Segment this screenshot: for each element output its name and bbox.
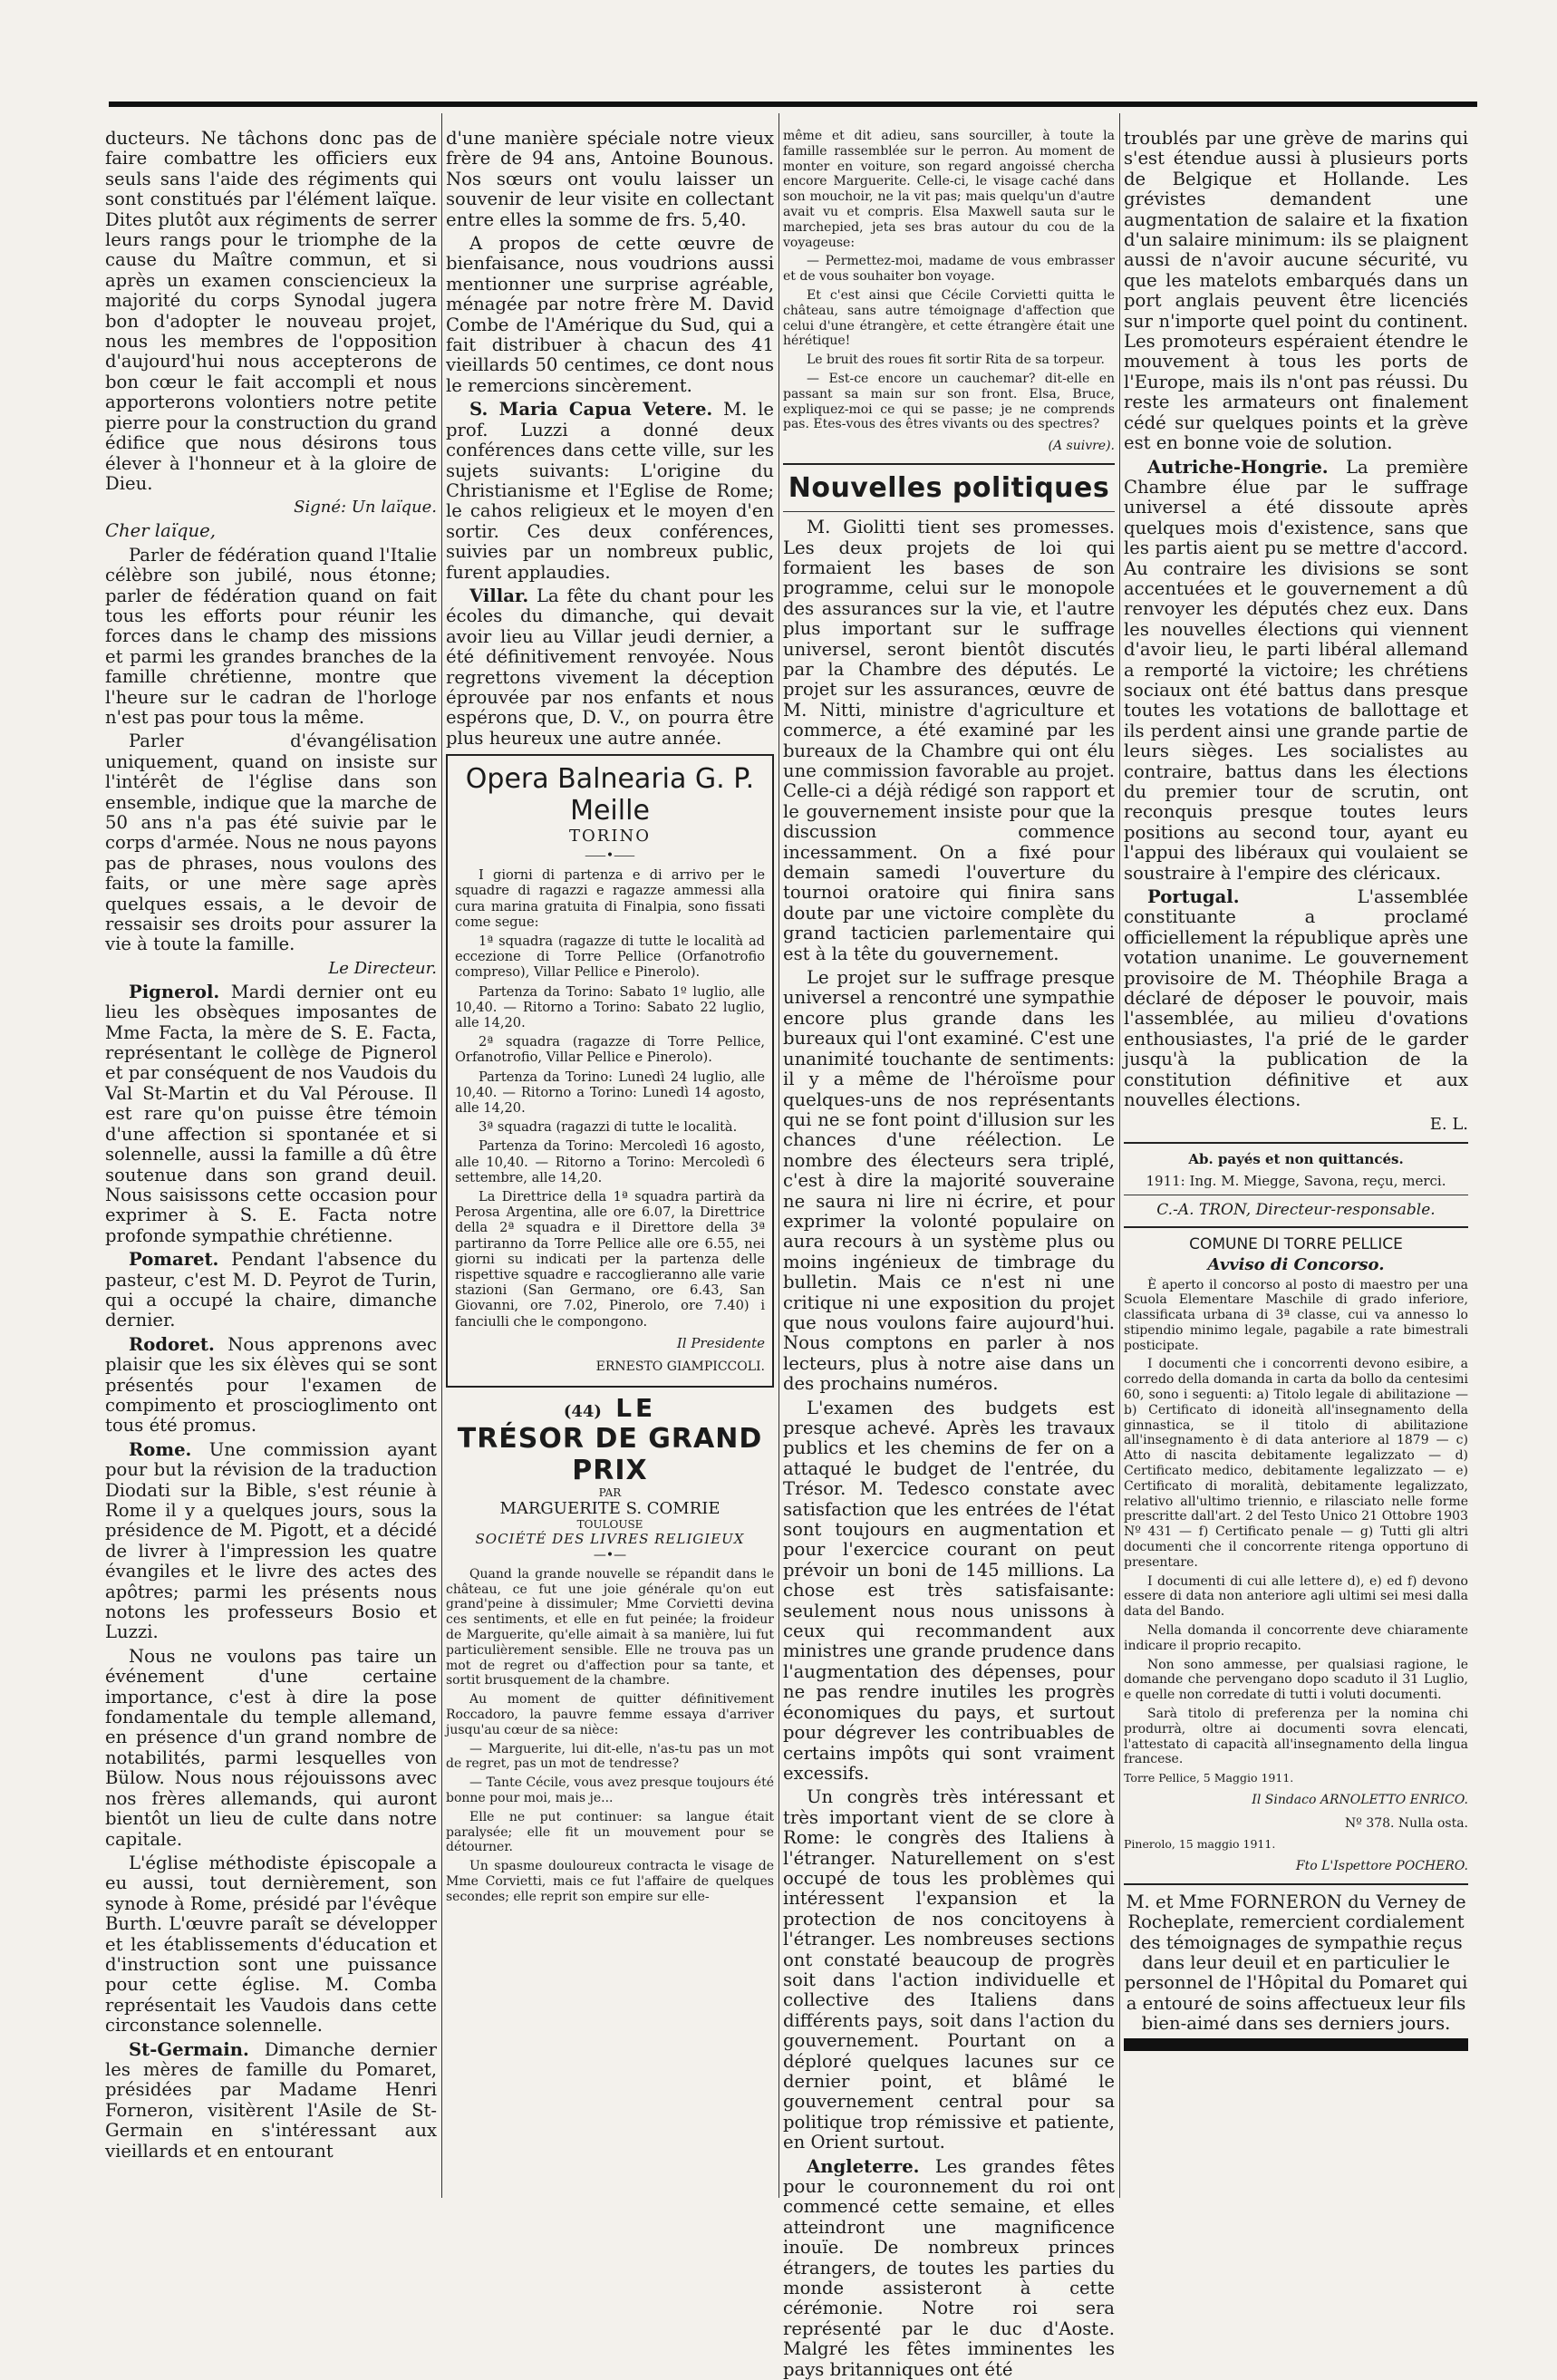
news-item <box>1124 458 1468 885</box>
paragraph: L'église méthodiste épiscopale a eu aussi, tout dernièrement, son synode à Rome, présidé par l'évêque Burth. L'œuvre paraît se développer et les établissements d'éducation et d'instruction sont une puissance pour cette église. M. Comba représentait les Vaudois dans cette circonstance solennelle. <box>105 1852 437 2037</box>
paragraph: Non sono ammesse, per qualsiasi ragione, le domande che pervengano dopo scaduto il 31 Luglio, e quelle non corredate di tutti i voluti documenti. <box>1124 1657 1468 1703</box>
date-line: Torre Pellice, 5 Maggio 1911. <box>1124 1771 1294 1785</box>
paragraph: Nous ne voulons pas taire un événement d'une certaine importance, c'est à dire la pose fondamentale du temple allemand, en présence d'un grand nombre de notabilités, parmi lesquelles von Bülow. Nous nous réjouissons avec nos frères allemands, qui auront bientôt un lieu de culte dans notre capitale. <box>105 1645 437 1850</box>
news-text: Mardi dernier ont eu lieu les obsèques imposantes de Mme Facta, la mère de S. E. Facta, représentant le collège de Pignerol et par conséquent de nos Vaudois du Val St-Martin et du Val Pérouse. Il est rare qu'on puisse être témoin d'une affection si spontanée et si solennelle, aussi la famille a dû être soutenue dans son grand deuil. Nous saisissons cette occasion pour exprimer à S. E. Facta notre profonde sympathie chrétienne. <box>105 981 437 1246</box>
paragraph: — Marguerite, lui dit-elle, n'as-tu pas un mot de regret, pas un mot de tendresse? <box>446 1741 774 1772</box>
paragraph: troublés par une grève de marins qui s'est étendue aussi à plusieurs ports de Belgique et Hollande. Les grévistes demandent une augmentation de salaire et la fixation d'un salaire minimum: ils se plaignent aussi de n'avoir aucune sécurité, vu que les matelots embarqués dans un port anglais peuvent être licenciés sur n'importe quel point du continent. Les promoteurs espéraient étendre le mouvement à tous les ports de l'Europe, mais ils n'ont pas réussi. Du reste les armateurs ont finalement cédé sur quelques points et la grève est en bonne voie de solution. <box>1124 128 1468 454</box>
place-heading: Rome. <box>129 1438 192 1460</box>
divider <box>1124 1142 1468 1144</box>
paragraph: Elle ne put continuer: sa langue était paralysée; elle fit un mouvement pour se détourner. <box>446 1809 774 1855</box>
avviso-heading: Avviso di Concorso. <box>1207 1254 1385 1274</box>
thanks-notice: M. et Mme FORNERON du Verney de Rocheplate, remercient cordialement des témoignages de sympathie reçus dans leur deuil et en particulier le personnel de l'Hôpital du Pomaret qui a entouré de soins affectueux leur fils bien-aimé dans ses derniers jours. <box>1124 1891 1468 2035</box>
news-item <box>446 586 774 749</box>
divider <box>783 511 1115 512</box>
comune-heading: COMUNE DI TORRE PELLICE <box>1189 1234 1403 1253</box>
news-text: La fête du chant pour les écoles du dimanche, qui devait avoir lieu au Villar jeudi dernier, a été définitivement renvoyée. Nous regrettons vivement la déception éprouvée par nos enfants et nous espérons que, D. V., on pourra être plus heureux une autre année. <box>446 585 774 749</box>
paragraph: d'une manière spéciale notre vieux frère de 94 ans, Antoine Bounous. Nos sœurs ont voulu laisser un souvenir de leur visite en collectant entre elles la somme de frs. 5,40. <box>446 128 774 230</box>
to-be-continued: (A suivre). <box>1048 439 1115 454</box>
paragraph: — Est-ce encore un cauchemar? dit-elle en passant sa main sur son front. Elsa, Bruce, expliquez-moi ce qui se passe; je ne comprends pas. Etes-vous des êtres vivants ou des spectres? <box>783 371 1115 432</box>
feuilleton-author: MARGUERITE S. COMRIE <box>499 1498 720 1518</box>
paragraph: — Tante Cécile, vous avez presque toujours été bonne pour moi, mais je... <box>446 1775 774 1806</box>
nulla-osta: Nº 378. Nulla osta. <box>1345 1816 1468 1831</box>
paragraph: 2ª squadra (ragazze di Torre Pellice, Orfanotrofio, Villar Pellice e Pinerolo). <box>455 1034 765 1066</box>
news-text: Les grandes fêtes pour le couronnement du roi ont commencé cette semaine, et elles atteindront une magnificence inouïe. De nombreux princes étrangers, de toutes les parties du monde assisteront à cette cérémonie. Notre roi sera représenté par le duc d'Aoste. Malgré les fêtes imminentes les pays britanniques ont été <box>783 2155 1115 2380</box>
news-text: M. le prof. Luzzi a donné deux conférences dans cette ville, sur les sujets suivants: L'origine du Christianisme et l'Eglise de Rome; le cahos religieux et le moyen d'en sortir. Ces deux conférences, suivies par un nombreux public, furent applaudies. <box>446 399 774 583</box>
news-text: Dimanche dernier les mères de famille du Pomaret, présidées par Madame Henri Forneron, visitèrent l'Asile de St-Germain en s'intéressant aux vieillards et en entourant <box>105 2038 437 2162</box>
paragraph: Parler de fédération quand l'Italie célèbre son jubilé, nous étonne; parler de fédération quand on fait tous les efforts pour réunir les forces dans le champ des missions et parmi les grandes branches de la famille chrétienne, montre que l'heure sur le cadran de l'horloge n'est pas pour tous la même. <box>105 544 437 728</box>
signature: Le Directeur. <box>328 958 437 978</box>
paragraph: Un congrès très intéressant et très important vient de se clore à Rome: le congrès des Italiens à l'étranger. Naturellement on s'est occupé de tous les problèmes qui intéressent l'expansion et la protection de nos concitoyens à l'étranger. Les nombreuses sections ont constaté beaucoup de progrès soit dans l'action individuelle et collective des Italiens dans différents pays, soit dans l'action du gouvernement. Pourtant on a déploré quelques lacunes sur ce dernier point, et blâmé le gouvernement central pour sa politique trop rémissive et patiente, en Orient surtout. <box>783 1786 1115 2153</box>
signature-title: Il Presidente <box>676 1334 765 1351</box>
place-heading: S. Maria Capua Vetere. <box>469 399 713 421</box>
news-item <box>105 2040 437 2162</box>
news-item <box>105 1440 437 1643</box>
paragraph: I giorni di partenza e di arrivo per le squadre di ragazzi e ragazze ammessi alla cura marina gratuita di Finalpia, sono fissati come segue: <box>455 867 765 930</box>
column-divider <box>778 113 779 2198</box>
feuilleton-article: LE <box>615 1392 657 1423</box>
salutation: Cher laïque, <box>105 520 217 542</box>
paragraph: M. Giolitti tient ses promesses. Les deux projets de loi qui formaient les bases de son programme, celui sur le monopole des assurances sur la vie, et l'autre plus important sur le suffrage universel, seront bientôt discutés par la Chambre des députés. Le projet sur les assurances, œuvre de M. Nitti, ministre d'agriculture et commerce, a été examiné par les bureaux de la Chambre qui ont élu une commission favorable au projet. Celle-ci a déjà rédigé son rapport et le gouvernement insiste pour que la discussion commence incessamment. On a fixé pour demain samedi l'ouverture du tournoi oratoire qui finira sans doute par une victoire complète du grand tacticien parlementaire qui est à la tête du gouvernement. <box>783 517 1115 964</box>
news-text: L'assemblée constituante a proclamé officiellement la république après une votation unanime. Le gouvernement provisoire de M. Théophile Braga a déclaré de déposer le pouvoir, mais l'assemblée, au milieu d'ovations enthousiastes, l'a prié de le garder jusqu'à la publication de la constitution définitive et aux nouvelles élections. <box>1124 886 1468 1111</box>
paragraph: 1ª squadra (ragazze di tutte le località ad eccezione di Torre Pellice (Orfanotrofio compreso), Villar Pellice e Pinerolo). <box>455 934 765 981</box>
place-heading: Angleterre. <box>807 2155 920 2177</box>
director-line: C.-A. TRON, Directeur-responsable. <box>1156 1200 1436 1219</box>
paragraph: A propos de cette œuvre de bienfaisance, nous voudrions aussi mentionner une surprise agréable, ménagée par notre frère M. David Combe de l'Amérique du Sud, qui a fait distribuer à chacun des 41 vieillards 50 centimes, ce dont nous le remercions sincèrement. <box>446 233 774 396</box>
ispettore-signature: Fto L'Ispettore POCHERO. <box>1295 1858 1468 1873</box>
place-heading: Autriche-Hongrie. <box>1147 456 1329 478</box>
news-text: Nous apprenons avec plaisir que les six élèves qui se sont présentés pour l'examen de compimento et proscioglimento ont tous été promus. <box>105 1333 437 1437</box>
paragraph: Quand la grande nouvelle se répandit dans le château, ce fut une joie générale qu'on eut grand'peine à dissimuler; Mme Corvietti devina ces sentiments, et elle en fut peinée; la froideur de Marguerite, qu'elle aimait à sa manière, lui fut particulièrement sensible. Elle ne trouva pas un mot de regret ou d'affection pour sa tante, et sortit brusquement de la chambre. <box>446 1566 774 1688</box>
paragraph: L'examen des budgets est presque achevé. Après les travaux publics et les chemins de fer on a attaqué le budget de l'entrée, du Trésor. M. Tedesco constate avec satisfaction que les entrées de l'état sont toujours en augmentation et pour l'exercice courant on peut prévoir un boni de 145 millions. La chose est très satisfaisante: seulement nous nous unissons à ceux qui recommandent aux ministres une grande prudence dans l'augmentation des dépenses, pour ne pas rendre inutiles les progrès économiques du pays, et surtout pour dégrever les contribuables de certains impôts qui sont vraiment excessifs. <box>783 1397 1115 1784</box>
place-heading: Villar. <box>469 585 529 606</box>
place-heading: St-Germain. <box>129 2038 249 2060</box>
section-title: Nouvelles politiques <box>788 472 1110 505</box>
ornament: —•— <box>593 1547 627 1562</box>
place-heading: Pomaret. <box>129 1249 219 1271</box>
news-item <box>105 982 437 1246</box>
feuilleton-publisher: SOCIÉTÉ DES LIVRES RELIGIEUX <box>475 1530 745 1547</box>
paragraph: ducteurs. Ne tâchons donc pas de faire combattre les officiers eux seuls sans l'aide des régiments qui sont constitués par l'élément laïque. Dites plutôt aux régiments de serrer leurs rangs pour le triomphe de la cause du Maître commun, et si après un examen consciencieux la majorité du corps Synodal jugera bon d'adopter le nouveau projet, nous les membres de l'opposition d'aujourd'hui nous accepterons de bon cœur le fait accompli et nous apporterons volontiers notre petite pierre pour la construction du grand édifice que nous désirons tous élever à l'honneur et à la gloire de Dieu. <box>105 128 437 494</box>
divider <box>1124 1883 1468 1885</box>
news-item <box>105 1250 437 1331</box>
notice-title: Opera Balnearia G. P. Meille <box>465 763 755 827</box>
paragraph: Et c'est ainsi que Cécile Corvietti quitta le château, sans autre témoignage d'affection que celui d'une étrangère, et cette étrangère était une hérétique! <box>783 287 1115 349</box>
signature-name: ERNESTO GIAMPICCOLI. <box>595 1359 765 1374</box>
subscriptions-line: 1911: Ing. M. Miegge, Savona, reçu, merci. <box>1146 1172 1446 1189</box>
paragraph: Au moment de quitter définitivement Roccadoro, la pauvre femme essaya d'arriver jusqu'au cœur de sa nièce: <box>446 1692 774 1737</box>
paragraph: Sarà titolo di preferenza per la nomina chi produrrà, oltre ai documenti sovra elencati, l'attestato di capacità all'insegnamento della lingua francese. <box>1124 1707 1468 1767</box>
paragraph: È aperto il concorso al posto di maestro per una Scuola Elementare Maschile di grado inferiore, classificata urbana di 3ª classe, cui va annesso lo stipendio minimo legale, pagabile a rate bimestrali posticipate. <box>1124 1277 1468 1353</box>
news-item <box>1124 887 1468 1110</box>
column-divider <box>1119 113 1120 2198</box>
paragraph: Partenza da Torino: Sabato 1º luglio, alle 10,40. — Ritorno a Torino: Sabato 22 luglio, alle 14,20. <box>455 983 765 1031</box>
date-line: Pinerolo, 15 maggio 1911. <box>1124 1837 1276 1851</box>
news-text: Une commission ayant pour but la révision de la traduction Diodati sur la Bible, s'est réunie à Rome il y a quelques jours, sous la présidence de M. Pigott, et a décidé de livrer à l'impression les quatre évangiles et le livre des actes des apôtres; parmi les présents nous notons les professeurs Bosio et Luzzi. <box>105 1438 437 1643</box>
column-divider <box>441 113 442 2198</box>
signature: Signé: Un laïque. <box>294 498 437 518</box>
paragraph: La Direttrice della 1ª squadra partirà da Perosa Argentina, alle ore 6.07, la Direttrice della 2ª squadra e il Direttore della 3ª partiranno da Torre Pellice alle ore 6.55, nei giorni su indicati per la partenza delle rispettive squadre e raccoglieranno alle varie stazioni (San Germano, ore 6.43, San Giovanni, ore 7.02, Pinerolo, ore 7.40) i fanciulli che le compongono. <box>455 1189 765 1330</box>
news-text: Pendant l'absence du pasteur, c'est M. D. Peyrot de Turin, qui a occupé la chaire, dimanche dernier. <box>105 1249 437 1331</box>
paragraph: 3ª squadra (ragazzi di tutte le località. <box>479 1119 738 1136</box>
opera-balnearia-notice <box>446 754 774 1388</box>
column-3 <box>783 129 1115 2380</box>
divider <box>783 463 1115 465</box>
news-text: La première Chambre élue par le suffrage universel a été dissoute après quelques mois d'existence, sans que les partis aient pu se mettre d'accord. Au contraire les divisions se sont accentuées et le gouvernement a dû renvoyer les députés chez eux. Dans les nouvelles élections qui viennent d'avoir lieu, le parti libéral allemand a remporté la victoire; les chrétiens sociaux ont été battus dans presque toutes les votations de ballottage et ils perdent ainsi une grande partie de leurs sièges. Les socialistes au contraire, battus dans les élections du premier tour de scrutin, ont reconquis presque toutes leurs positions au second tour, ayant eu l'appui des libéraux qui voulaient se soustraire à l'empire des cléricaux. <box>1124 456 1468 884</box>
news-item <box>105 1335 437 1437</box>
subscriptions-title: Ab. payés et non quittancés. <box>1188 1150 1404 1167</box>
feuilleton-header <box>446 1393 774 1562</box>
column-2 <box>446 129 774 2195</box>
news-item <box>783 2157 1115 2380</box>
feuilleton-par: PAR <box>598 1485 622 1499</box>
feuilleton-title: TRÉSOR DE GRAND PRIX <box>457 1422 763 1486</box>
paragraph: I documenti di cui alle lettere d), e) ed f) devono essere di data non anteriore agli ultimi sei mesi dalla data del Bando. <box>1124 1573 1468 1620</box>
paragraph: même et dit adieu, sans sourciller, à toute la famille rassemblée sur le perron. Au moment de monter en voiture, son regard angoissé chercha encore Marguerite. Celle-ci, le visage caché dans son mouchoir, ne la vit pas; mais quelqu'un d'autre avait vu et compris. Elsa Maxwell sauta sur le marchepied, jeta ses bras autour du cou de la voyageuse: <box>783 129 1115 250</box>
notice-subtitle: TORINO <box>569 827 651 847</box>
paragraph: Parler d'évangélisation uniquement, quand on insiste sur l'intérêt de l'église dans son ensemble, indique que la marche de 50 ans n'a pas été suivie par le corps d'armée. Nous ne nous payons pas de phrases, nous voulons des faits, or une mère sage après quelques essais, a le devoir de ressaisir ses droits pour assurer la vie à toute la famille. <box>105 730 437 955</box>
feuilleton-city: TOULOUSE <box>576 1517 643 1531</box>
paragraph: Le bruit des roues fit sortir Rita de sa torpeur. <box>807 353 1105 368</box>
column-1 <box>105 129 437 2195</box>
ornament: ⸺•⸺ <box>585 848 635 864</box>
paragraph: Un spasme douloureux contracta le visage de Mme Corvietti, mais ce fut l'affaire de quelques secondes; elle reprit son empire sur elle- <box>446 1859 774 1904</box>
paragraph: Le projet sur le suffrage presque universel a rencontré une sympathie encore plus grande dans les bureaux qui l'ont examiné. C'est une unanimité touchante de sentiments: il y a même de l'héroïsme pour quelques-uns de nos représentants qui ne se font point d'illusion sur les chances d'une réélection. Le nombre des électeurs sera triplé, c'est à dire la majorité souveraine ne saura ni lire ni écrire, et pour exprimer la volonté populaire on aura recours à un système plus ou moins ingénieux de timbrage du bulletin. Mais ce n'est ni une critique ni une exposition du projet que nous voulons faire aujourd'hui. Nous comptons en parler à nos lecteurs, plus à notre aise dans un des prochains numéros. <box>783 967 1115 1395</box>
top-rule <box>109 102 1477 107</box>
column-4 <box>1124 129 1468 2195</box>
paragraph: I documenti che i concorrenti devono esibire, a corredo della domanda in carta da bollo da centesimi 60, sono i seguenti: a) Titolo legale di abilitazione — b) Certificato di idoneità all'insegnamento della ginnastica, se il titolo di abilitazione all'insegnamento è di data anteriore al 1879 — c) Atto di nascita debitamente legalizzato — d) Certificato medico, debitamente legalizzato — e) Certificato di moralità, debitamente legalizzato, relativo all'ultimo triennio, e rilasciato nelle forme prescritte dall'art. 2 del Testo Unico 21 Ottobre 1903 Nº 431 — f) Certificato penale — g) Tutti gli altri documenti che il concorrente ritenga opportuno di presentare. <box>1124 1357 1468 1570</box>
mourning-bar <box>1124 2038 1468 2051</box>
paragraph: Partenza da Torino: Mercoledì 16 agosto, alle 10,40. — Ritorno a Torino: Mercoledì 6 settembre, alle 14,20. <box>455 1138 765 1185</box>
place-heading: Pignerol. <box>129 981 220 1002</box>
episode-number: (44) <box>563 1401 602 1421</box>
paragraph: — Permettez-moi, madame de vous embrasser et de vous souhaiter bon voyage. <box>783 254 1115 285</box>
signature: E. L. <box>1429 1114 1468 1134</box>
paragraph: Partenza da Torino: Lunedì 24 luglio, alle 10,40. — Ritorno a Torino: Lunedì 14 agosto, alle 14,20. <box>455 1069 765 1117</box>
place-heading: Portugal. <box>1147 886 1240 908</box>
news-item <box>446 400 774 583</box>
place-heading: Rodoret. <box>129 1333 215 1355</box>
divider <box>1124 1226 1468 1228</box>
sindaco-signature: Il Sindaco ARNOLETTO ENRICO. <box>1252 1793 1468 1807</box>
paragraph: Nella domanda il concorrente deve chiaramente indicare il proprio recapito. <box>1124 1623 1468 1653</box>
